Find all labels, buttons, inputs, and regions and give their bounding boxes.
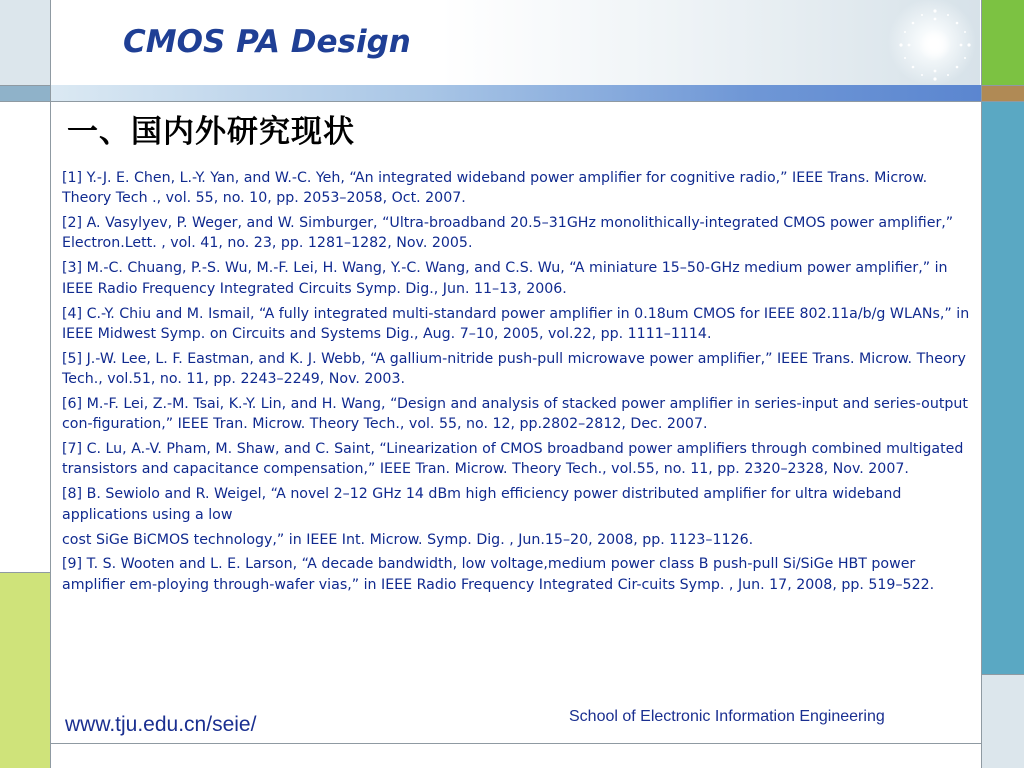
reference-item: [5] J.-W. Lee, L. F. Eastman, and K. J. Webb, “A gallium-nitride push-pull microwave power amplifier,” IEEE Trans. Microw. Theory Tech., vol.51, no. 11, pp. 2243–2249, Nov. 2003.: [62, 350, 966, 388]
divider-left: [50, 0, 51, 768]
divider-right-lower: [982, 674, 1024, 675]
section-heading: 一、国内外研究现状: [67, 114, 355, 150]
reference-item: [9] T. S. Wooten and L. E. Larson, “A decade bandwidth, low voltage,medium power class B push-pull Si/SiGe HBT power amplifier em-ploying through-wafer vias,” in IEEE Radio Frequency Integrated Cir-cuits Symp. , Jun. 17, 2008, pp. 519–522.: [62, 556, 935, 593]
left-strip-block-4: [0, 573, 50, 768]
reference-item: [7] C. Lu, A.-V. Pham, M. Shaw, and C. Saint, “Linearization of CMOS broadband power amplifiers through combined multigated transistors and capacitance compensation,” IEEE Tran. Microw. Theory Tech., vol.55, no. 11, pp. 2320–2328, Nov. 2007.: [62, 441, 964, 478]
divider-right: [981, 0, 982, 768]
right-strip-teal: [982, 102, 1024, 674]
right-strip-brown: [982, 86, 1024, 101]
sparkle-icon: [895, 5, 975, 83]
reference-item: [1] Y.-J. E. Chen, L.-Y. Yan, and W.-C. Yeh, “An integrated wideband power amplifier for cognitive radio,” IEEE Trans. Microw. Theory Tech ., vol. 55, no. 10, pp. 2053–2058, Oct. 2007.: [62, 170, 928, 207]
right-strip-light: [982, 675, 1024, 768]
reference-item: [4] C.-Y. Chiu and M. Ismail, “A fully integrated multi-standard power amplifier in 0.18um CMOS for IEEE 802.11a/b/g WLANs,” in IEEE Midwest Symp. on Circuits and Systems Dig., Aug. 7–10, 2005, vol.22, pp. 1111–1114.: [62, 305, 970, 342]
reference-item: [2] A. Vasylyev, P. Weger, and W. Simburger, “Ultra-broadband 20.5–31GHz monolithically-integrated CMOS power amplifier,” Electron.Lett. , vol. 41, no. 23, pp. 1281–1282, Nov. 2005.: [62, 215, 954, 252]
divider-left-lower: [0, 572, 50, 573]
divider-footer: [51, 743, 981, 744]
right-strip-green: [982, 0, 1024, 85]
reference-item: cost SiGe BiCMOS technology,” in IEEE Int. Microw. Symp. Dig. , Jun.15–20, 2008, pp. 1123–1126.: [62, 531, 754, 548]
reference-item: [8] B. Sewiolo and R. Weigel, “A novel 2–12 GHz 14 dBm high efficiency power distributed amplifier for ultra wideband applications using a low: [62, 486, 902, 523]
divider-titlebar: [0, 101, 1024, 102]
reference-item: [6] M.-F. Lei, Z.-M. Tsai, K.-Y. Lin, and H. Wang, “Design and analysis of stacked power amplifier in series-input and series-output con-figuration,” IEEE Tran. Microw. Theory Tech., vol. 55, no. 12, pp.2802–2812, Dec. 2007.: [62, 395, 968, 433]
left-strip-block-2: [0, 86, 50, 101]
reference-list: [62, 168, 980, 600]
footer-school-name: School of Electronic Information Engineering: [569, 708, 885, 725]
left-strip-block-1: [0, 0, 50, 85]
slide-title: CMOS PA Design: [123, 24, 411, 60]
title-bar: [51, 85, 981, 101]
left-strip-block-3: [0, 102, 50, 572]
reference-item: [3] M.-C. Chuang, P.-S. Wu, M.-F. Lei, H. Wang, Y.-C. Wang, and C.S. Wu, “A miniature 15–50-GHz medium power amplifier,” in IEEE Radio Frequency Integrated Circuits Symp. Dig., Jun. 11–13, 2006.: [62, 260, 948, 297]
footer-url: www.tju.edu.cn/seie/: [65, 713, 257, 736]
